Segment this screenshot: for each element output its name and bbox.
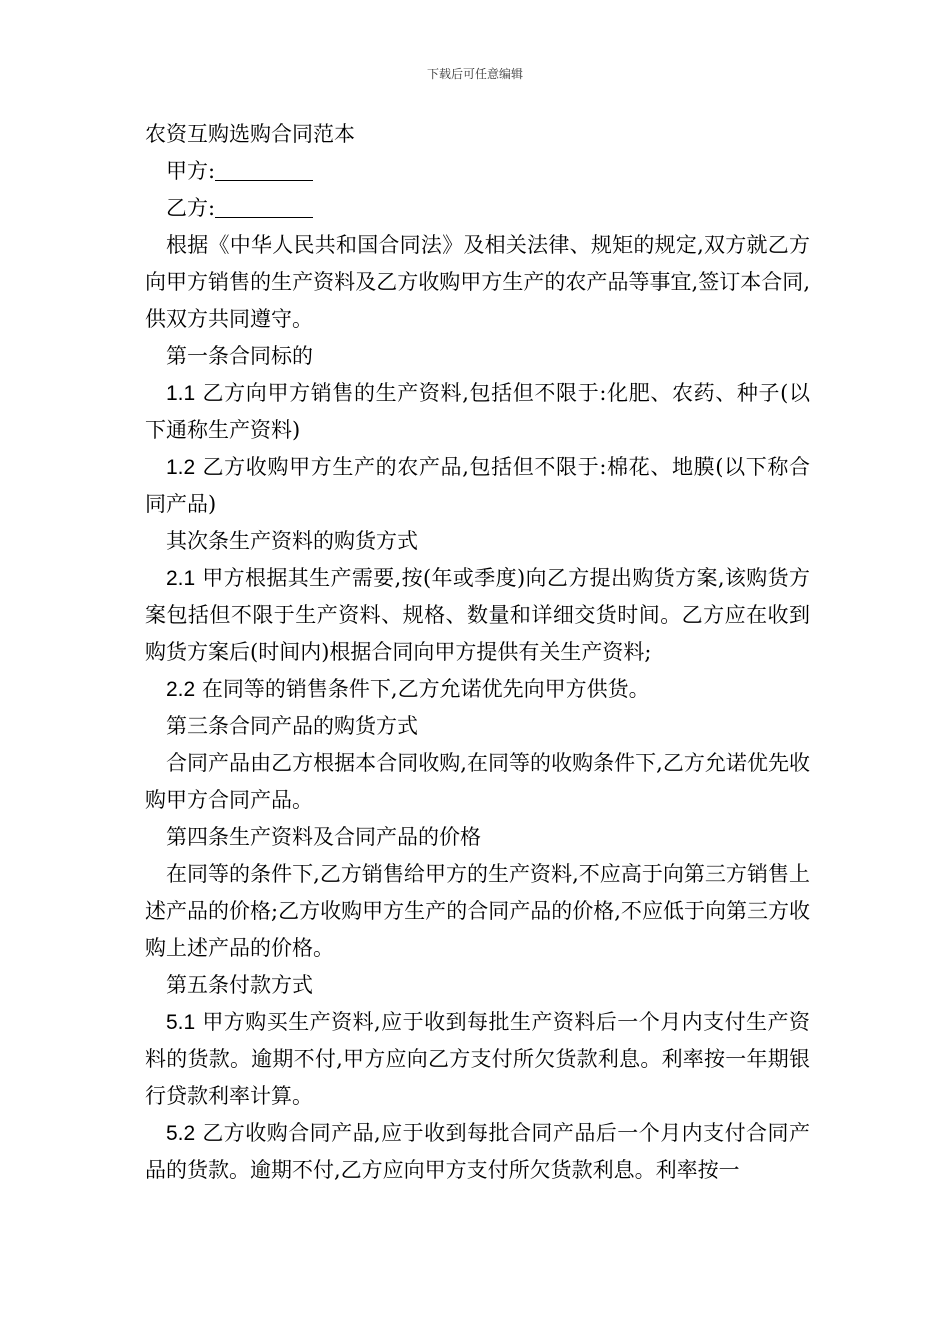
clause-2-1-text: 甲方根据其生产需要,按(年或季度)向乙方提出购货方案,该购货方案包括但不限于生产资料、规格、数量和详细交货时间。乙方应在收到购货方案后(时间内)根据合同向甲方提供有关生产资料; xyxy=(145,566,810,664)
document-title: 农资互购选购合同范本 xyxy=(145,122,355,146)
party-a-line xyxy=(145,153,810,190)
clause-1-2-number: 1.2 xyxy=(166,456,196,479)
article-5-heading: 第五条付款方式 xyxy=(166,973,313,997)
article-4-heading: 第四条生产资料及合同产品的价格 xyxy=(166,825,481,849)
clause-5-2 xyxy=(145,1115,810,1189)
party-b-blank xyxy=(215,195,313,218)
clause-1-1-text: 乙方向甲方销售的生产资料,包括但不限于:化肥、农药、种子(以下通称生产资料) xyxy=(145,381,810,442)
contract-document xyxy=(145,116,810,1189)
intro-paragraph: 根据《中华人民共和国合同法》及相关法律、规矩的规定,双方就乙方向甲方销售的生产资料及乙方收购甲方生产的农产品等事宜,签订本合同,供双方共同遵守。 xyxy=(145,233,810,331)
article-4-text: 在同等的条件下,乙方销售给甲方的生产资料,不应高于向第三方销售上述产品的价格;乙方收购甲方生产的合同产品的价格,不应低于向第三方收购上述产品的价格。 xyxy=(145,862,810,960)
article-1-heading: 第一条合同标的 xyxy=(166,344,313,368)
clause-2-2-text: 在同等的销售条件下,乙方允诺优先向甲方供货。 xyxy=(201,677,650,701)
clause-1-2 xyxy=(145,449,810,523)
page-header-note: 下载后可任意编辑 xyxy=(426,67,523,81)
clause-1-2-text: 乙方收购甲方生产的农产品,包括但不限于:棉花、地膜(以下称合同产品) xyxy=(145,455,810,516)
clause-2-1-number: 2.1 xyxy=(166,567,196,590)
clause-5-2-number: 5.2 xyxy=(166,1122,196,1145)
clause-1-1 xyxy=(145,375,810,449)
clause-2-1 xyxy=(145,560,810,671)
party-a-blank xyxy=(215,158,313,181)
clause-1-1-number: 1.1 xyxy=(166,382,196,405)
party-a-label: 甲方: xyxy=(166,159,216,183)
article-3-text: 合同产品由乙方根据本合同收购,在同等的收购条件下,乙方允诺优先收购甲方合同产品。 xyxy=(145,751,810,812)
clause-2-2-number: 2.2 xyxy=(166,678,196,701)
party-b-line xyxy=(145,190,810,227)
clause-5-1-text: 甲方购买生产资料,应于收到每批生产资料后一个月内支付生产资料的货款。逾期不付,甲方应向乙方支付所欠货款利息。利率按一年期银行贷款利率计算。 xyxy=(145,1010,810,1108)
clause-5-1-number: 5.1 xyxy=(166,1011,196,1034)
article-3-heading: 第三条合同产品的购货方式 xyxy=(166,714,418,738)
clause-5-2-text: 乙方收购合同产品,应于收到每批合同产品后一个月内支付合同产品的货款。逾期不付,乙方应向甲方支付所欠货款利息。利率按一 xyxy=(145,1121,810,1182)
clause-5-1 xyxy=(145,1004,810,1115)
party-b-label: 乙方: xyxy=(166,196,216,220)
article-2-heading: 其次条生产资料的购货方式 xyxy=(166,529,418,553)
clause-2-2 xyxy=(145,671,810,708)
